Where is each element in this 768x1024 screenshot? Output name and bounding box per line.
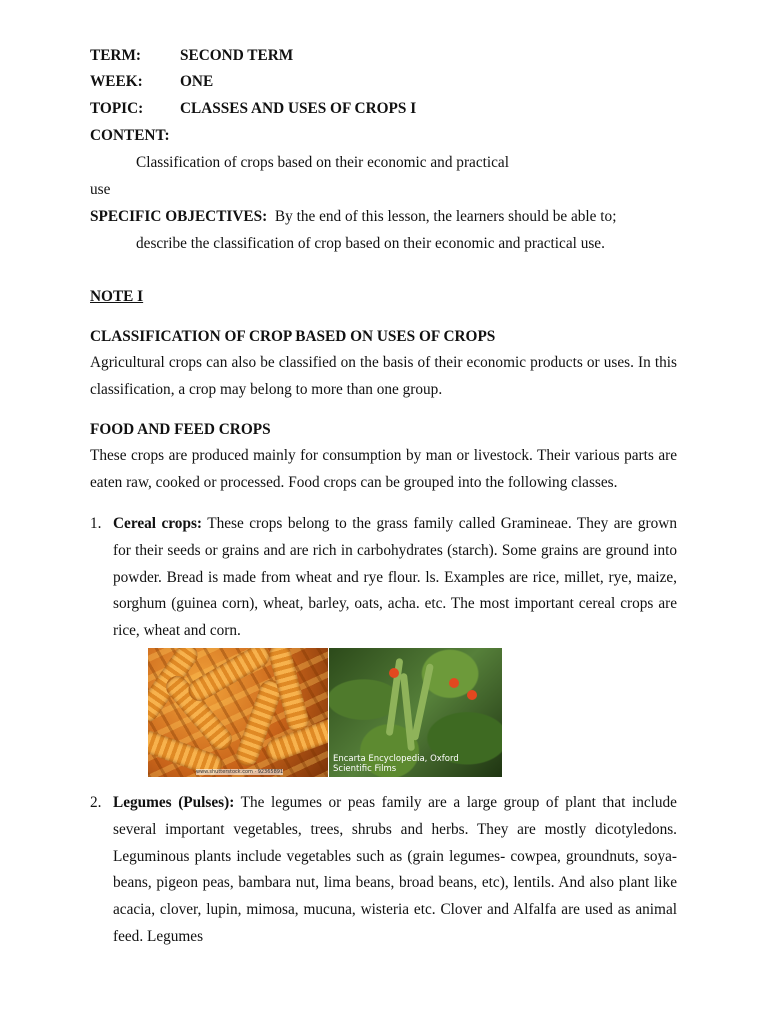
topic-label: TOPIC: bbox=[90, 100, 144, 117]
photo-caption bbox=[333, 754, 459, 774]
content-text-line1: Classification of crops based on their economic and practical bbox=[136, 154, 509, 171]
flower bbox=[449, 678, 459, 688]
list-body bbox=[113, 790, 677, 951]
term-value: SECOND TERM bbox=[180, 47, 294, 64]
list-term: Cereal crops: bbox=[113, 515, 203, 532]
list-item-legumes bbox=[90, 790, 677, 951]
list-number: 1. bbox=[90, 515, 102, 532]
food-feed-heading: FOOD AND FEED CROPS bbox=[90, 421, 271, 438]
objectives-text: By the end of this lesson, the learners should be able to; bbox=[274, 208, 617, 225]
bean-pod bbox=[411, 663, 434, 741]
classification-intro: Agricultural crops can also be classified on the basis of their economic products or uses. In this classification, a crop may belong to more than one group. bbox=[90, 354, 677, 398]
objectives-label: SPECIFIC OBJECTIVES: bbox=[90, 208, 268, 225]
term-row bbox=[90, 46, 293, 66]
week-value: ONE bbox=[180, 73, 214, 90]
objectives-item: describe the classification of crop based on their economic and practical use. bbox=[136, 235, 605, 252]
classification-heading: CLASSIFICATION OF CROP BASED ON USES OF CROPS bbox=[90, 328, 496, 345]
content-text-line2: use bbox=[90, 181, 111, 198]
week-label: WEEK: bbox=[90, 73, 143, 90]
legume-plant-photo bbox=[329, 648, 502, 777]
photo-caption-line2: Scientific Films bbox=[333, 764, 397, 774]
flower bbox=[389, 668, 399, 678]
content-label: CONTENT: bbox=[90, 127, 170, 144]
list-item-cereal bbox=[90, 511, 677, 645]
content-row bbox=[90, 126, 170, 146]
corn-watermark: www.shutterstock.com · 92365891 bbox=[196, 769, 284, 775]
list-term: Legumes (Pulses): bbox=[113, 794, 235, 811]
topic-row bbox=[90, 99, 416, 119]
flower bbox=[467, 690, 477, 700]
objectives-row bbox=[90, 207, 616, 227]
term-label: TERM: bbox=[90, 47, 141, 64]
list-text: These crops belong to the grass family called Gramineae. They are grown for their seeds or grains and are rich in carbohydrates (starch). Some grains are ground into powder. Bread is made from wheat and rye flour. ls. Examples are rice, millet, rye, maize, sorghum (guinea corn), wheat, barley, oats, acha. etc. The most important cereal crops are rice, wheat and corn. bbox=[113, 515, 677, 640]
list-number: 2. bbox=[90, 794, 102, 811]
food-feed-text: These crops are produced mainly for consumption by man or livestock. Their various parts are eaten raw, cooked or processed. Food crops can be grouped into the following classes. bbox=[90, 447, 677, 491]
week-row bbox=[90, 72, 213, 92]
list-text: The legumes or peas family are a large group of plant that include several important vegetables, trees, shrubs and herbs. They are mostly dicotyledons. Leguminous plants include vegetables such as (grain legumes- cowpea, groundnuts, soya-beans, pigeon peas, bambara nut, lima beans, broad beans, etc), lentils. And also plant like acacia, clover, lupin, mimosa, mucuna, wisteria etc. Clover and Alfalfa are used as animal feed. Legumes bbox=[113, 794, 677, 945]
note-title-text: NOTE I bbox=[90, 288, 144, 305]
corn-photo bbox=[148, 648, 328, 777]
topic-value: CLASSES AND USES OF CROPS I bbox=[180, 100, 417, 117]
list-body bbox=[113, 511, 677, 645]
note-title bbox=[90, 287, 143, 307]
photo-caption-line1: Encarta Encyclopedia, Oxford bbox=[333, 754, 459, 764]
